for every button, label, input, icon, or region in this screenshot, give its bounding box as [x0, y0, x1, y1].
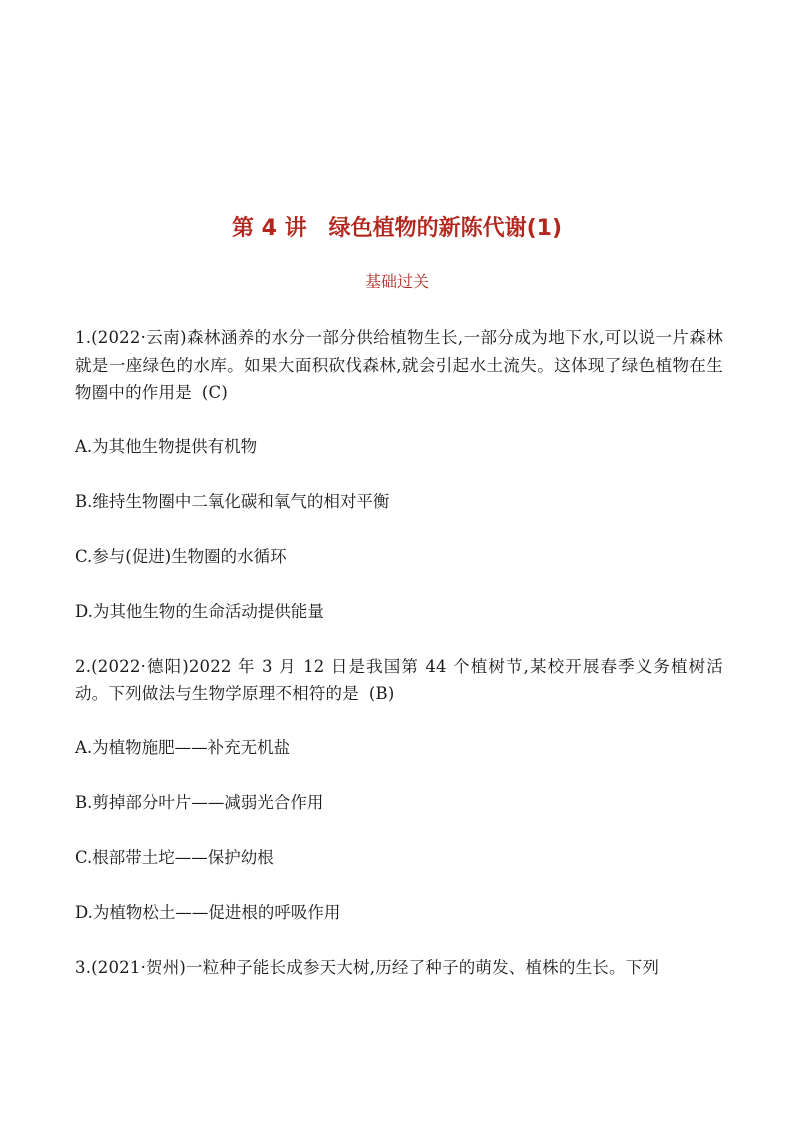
option-c: C.参与(促进)生物圈的水循环 — [75, 546, 287, 566]
option-a: A.为植物施肥——补充无机盐 — [75, 737, 291, 757]
question-answer: (C) — [201, 383, 229, 402]
question-3 — [75, 954, 723, 982]
option-d: D.为其他生物的生命活动提供能量 — [75, 601, 324, 621]
question-list — [75, 324, 723, 1007]
question-text: 1.(2022·云南)森林涵养的水分一部分供给植物生长,一部分成为地下水,可以说一片森林就是一座绿色的水库。如果大面积砍伐森林,就会引起水土流失。这体现了绿色植物在生物圈中的作用是 — [75, 328, 723, 402]
question-stem — [75, 653, 723, 708]
option-c: C.根部带土坨——保护幼根 — [75, 847, 274, 867]
question-text: 2.(2022·德阳)2022 年 3 月 12 日是我国第 44 个植树节,某校开展春季义务植树活动。下列做法与生物学原理不相符的是 — [75, 656, 723, 703]
option-a: A.为其他生物提供有机物 — [75, 436, 258, 456]
option-b: B.维持生物圈中二氧化碳和氧气的相对平衡 — [75, 491, 390, 511]
question-answer: (B) — [368, 684, 395, 703]
page-title: 第 4 讲 绿色植物的新陈代谢(1) — [231, 216, 563, 241]
option-b: B.剪掉部分叶片——减弱光合作用 — [75, 792, 324, 812]
question-2 — [75, 653, 723, 927]
question-1 — [75, 324, 723, 626]
question-stem — [75, 324, 723, 407]
question-stem — [75, 954, 723, 982]
question-text: 3.(2021·贺州)一粒种子能长成参天大树,历经了种子的萌发、植株的生长。下列 — [75, 957, 660, 977]
section-heading: 基础过关 — [364, 272, 429, 291]
option-d: D.为植物松土——促进根的呼吸作用 — [75, 902, 341, 922]
